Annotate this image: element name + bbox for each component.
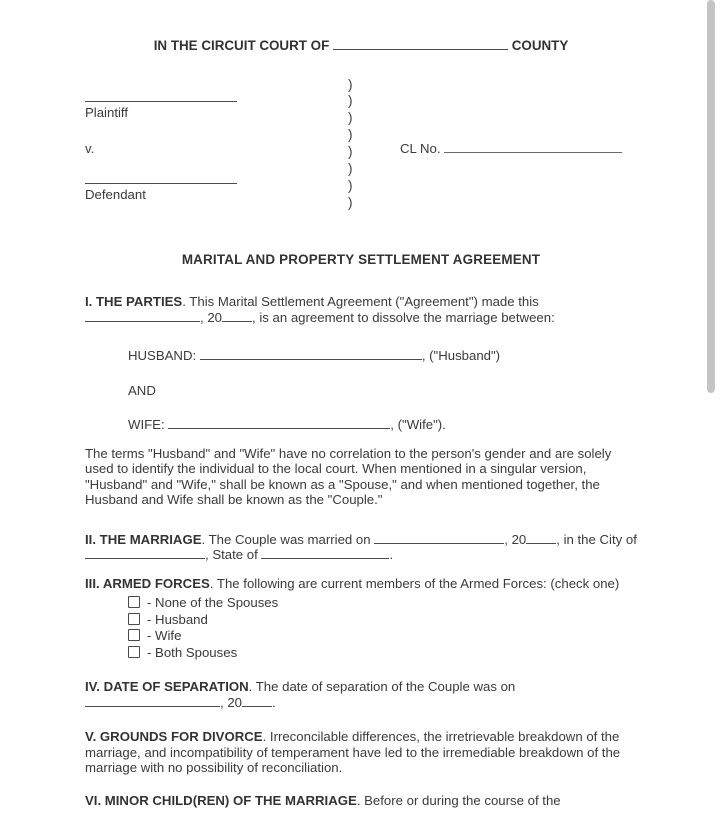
husband-tail: , ("Husband") <box>421 348 501 363</box>
marriage-text-1: . The Couple was married on <box>201 531 375 547</box>
checkbox-icon <box>128 596 140 608</box>
husband-label: HUSBAND: <box>128 348 200 363</box>
and-row: AND <box>128 382 156 398</box>
section-children-heading: VI. MINOR CHILD(REN) OF THE MARRIAGE <box>85 792 357 808</box>
document-title: MARITAL AND PROPERTY SETTLEMENT AGREEMENT <box>181 251 541 267</box>
checkbox-label: - Husband <box>147 611 208 627</box>
court-header <box>85 38 637 54</box>
section-armed-forces-heading: III. ARMED FORCES <box>85 575 210 591</box>
paren-glyph: ) <box>348 194 353 210</box>
plaintiff-label: Plaintiff <box>85 104 129 120</box>
wife-row <box>85 417 637 433</box>
marriage-year-blank-line <box>526 532 556 544</box>
paren-glyph: ) <box>348 161 353 177</box>
court-header-suffix: COUNTY <box>511 38 569 53</box>
section-marriage-heading: II. THE MARRIAGE <box>85 531 202 547</box>
versus-label: v. <box>85 140 95 156</box>
section-parties-lead: . This Marital Settlement Agreement ("Agreement") made this <box>182 294 539 309</box>
section-grounds-heading: V. GROUNDS FOR DIVORCE <box>85 729 263 744</box>
checkbox-label: - Wife <box>147 628 182 643</box>
section-parties-tail: , is an agreement to dissolve the marriage between: <box>252 309 555 325</box>
section-parties <box>85 294 637 325</box>
separation-text-2: , 20 <box>220 694 242 710</box>
marriage-city-blank-line <box>85 547 205 559</box>
separation-date-blank-line <box>85 695 220 707</box>
armed-forces-checkbox-list <box>85 595 637 661</box>
separation-text-3: . <box>272 694 276 710</box>
checkbox-icon <box>128 613 140 625</box>
caption-parentheses-column <box>348 77 353 212</box>
marriage-text-3: , in the City of <box>556 531 637 547</box>
agreement-date-blank-line <box>85 310 200 322</box>
cl-no-label: CL No. <box>400 140 441 156</box>
section-grounds <box>85 729 637 776</box>
section-children <box>85 793 637 809</box>
paren-glyph: ) <box>348 144 353 160</box>
grounds-text: . Irreconcilable differences, the irretrievable breakdown of the marriage, and incompatibility of temperament have led to the irremediable breakdown of the marriage with no possibility of reconciliation. <box>85 729 621 775</box>
scrollbar-track[interactable] <box>703 0 720 825</box>
armed-forces-text: . The following are current members of the Armed Forces: (check one) <box>209 575 620 591</box>
checkbox-row-wife <box>128 628 637 645</box>
section-armed-forces <box>85 576 637 592</box>
paren-glyph: ) <box>348 93 353 109</box>
separation-year-blank-line <box>242 695 272 707</box>
marriage-text-4: , State of <box>205 547 262 562</box>
defendant-label: Defendant <box>85 186 146 202</box>
paren-glyph: ) <box>348 127 353 143</box>
checkbox-row-husband <box>128 612 637 629</box>
checkbox-icon <box>128 629 140 641</box>
terms-paragraph: The terms "Husband" and "Wife" have no correlation to the person's gender and are solely used to identify the individual to the local court. When mentioned in a singular version, "Husband" and "Wife," shall be known as a "Spouse," and when mentioned together, the Husband and Wife shall be known as the "Couple." <box>85 445 612 507</box>
section-parties-heading: I. THE PARTIES <box>85 294 183 309</box>
separation-text-1: . The date of separation of the Couple was on <box>248 679 516 694</box>
marriage-text-5: . <box>389 547 394 562</box>
paren-glyph: ) <box>348 177 353 193</box>
wife-tail: , ("Wife"). <box>390 417 446 432</box>
marriage-text-2: , 20 <box>504 531 527 547</box>
paren-glyph: ) <box>348 76 353 92</box>
county-blank-line <box>333 38 508 50</box>
husband-name-blank-line <box>200 348 422 360</box>
plaintiff-name-blank-line <box>85 86 237 102</box>
defendant-name-blank-line <box>85 168 237 184</box>
wife-label: WIFE: <box>128 417 169 432</box>
checkbox-icon <box>128 646 140 658</box>
checkbox-row-none <box>128 595 637 612</box>
case-caption <box>85 76 637 220</box>
children-text: . Before or during the course of the <box>356 792 561 808</box>
wife-name-blank-line <box>168 417 390 429</box>
checkbox-label: - Both Spouses <box>147 644 238 660</box>
section-separation-heading: IV. DATE OF SEPARATION <box>85 679 249 694</box>
checkbox-row-both <box>128 645 637 662</box>
husband-row <box>85 348 637 364</box>
case-number-field <box>400 141 622 157</box>
marriage-date-blank-line <box>374 532 504 544</box>
section-parties-year-prefix: , 20 <box>200 309 222 325</box>
paren-glyph: ) <box>348 110 353 126</box>
marriage-state-blank-line <box>261 547 389 559</box>
court-header-prefix: IN THE CIRCUIT COURT OF <box>153 38 330 53</box>
cl-no-blank-line <box>444 141 622 153</box>
agreement-year-blank-line <box>222 310 252 322</box>
section-marriage <box>85 532 637 563</box>
checkbox-label: - None of the Spouses <box>147 595 279 610</box>
scrollbar-thumb[interactable] <box>707 0 715 393</box>
section-separation <box>85 679 637 710</box>
